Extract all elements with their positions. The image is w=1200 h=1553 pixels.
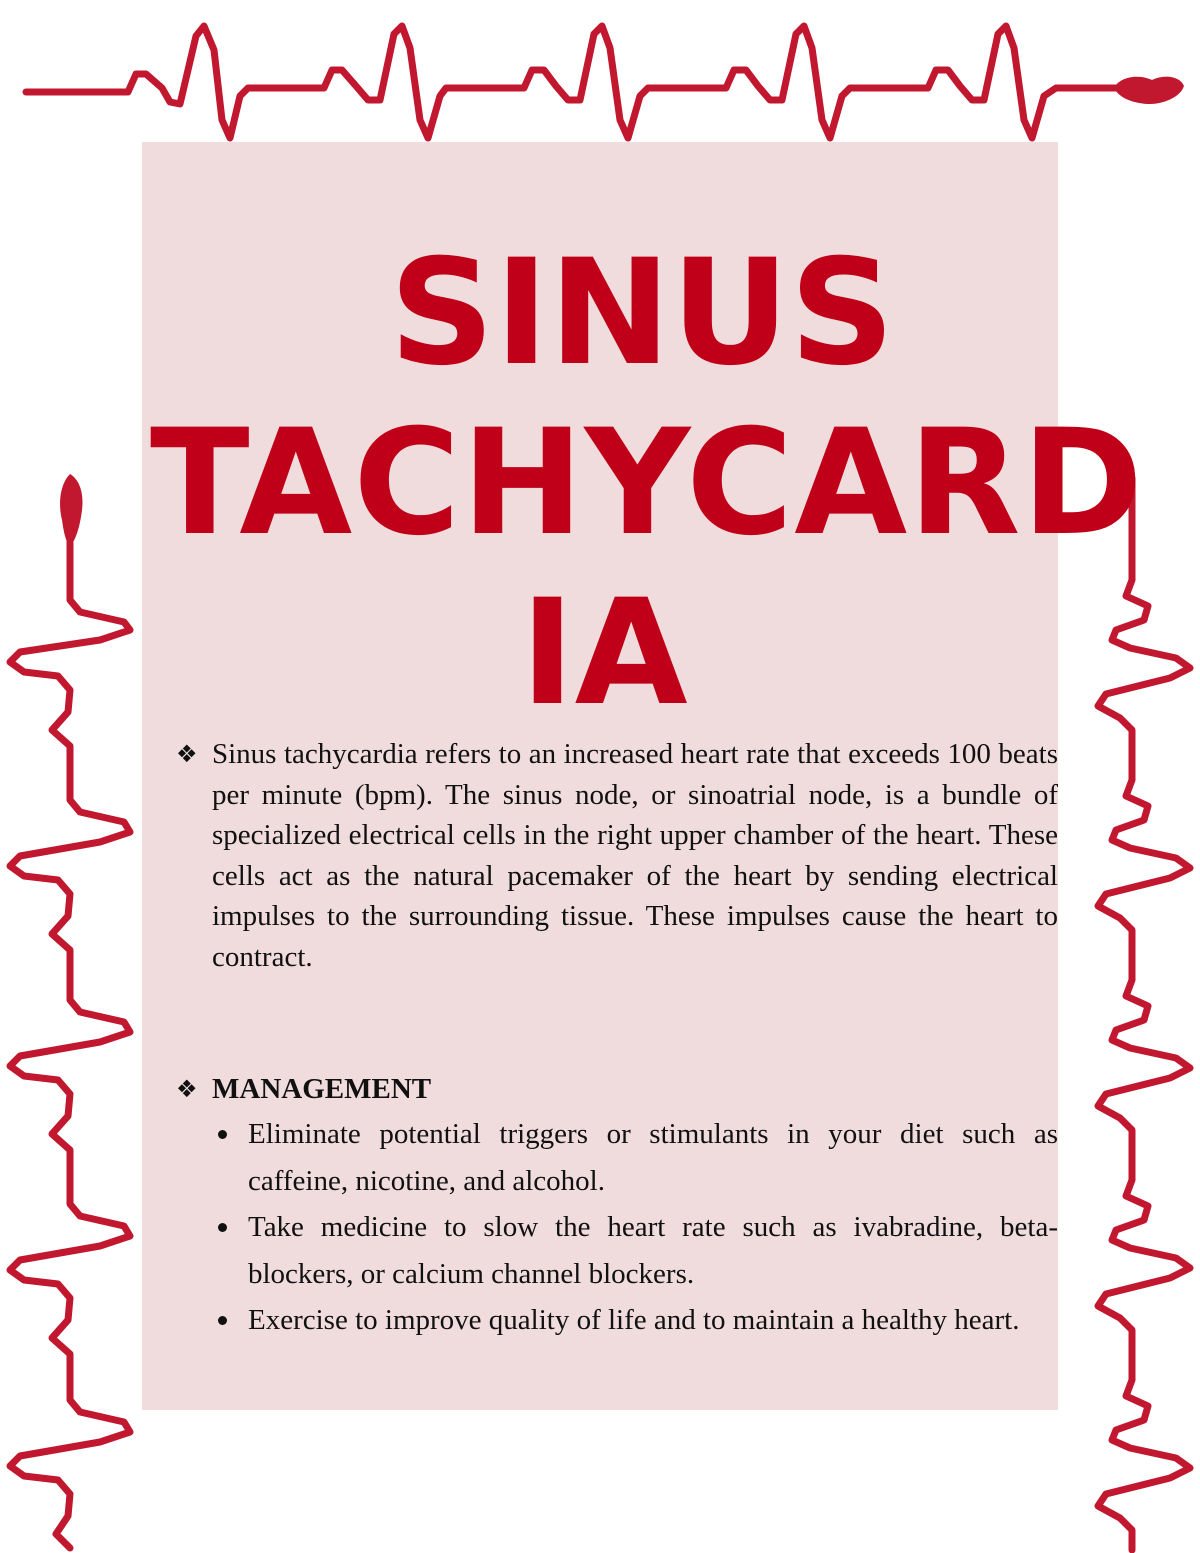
content-panel bbox=[142, 142, 1144, 1410]
left-ecg-line bbox=[10, 540, 130, 1548]
list-item bbox=[212, 1111, 1058, 1204]
bullet-dot-icon bbox=[218, 1130, 227, 1139]
list-item-text: Exercise to improve quality of life and to maintain a healthy heart. bbox=[248, 1304, 1020, 1336]
bullet-dot-icon bbox=[218, 1223, 227, 1232]
title-line-3: IA bbox=[520, 568, 688, 738]
intro-paragraph: Sinus tachycardia refers to an increased heart rate that exceeds 100 beats per minute (bpm). The sinus node, or sinoatrial node, is a bundle of specialized electrical cells in the right upper chamber of the heart. These cells act as the natural pacemaker of the heart by sending electrical impulses to the surrounding tissue. These impulses cause the heart to contract. bbox=[212, 738, 1058, 973]
management-heading: MANAGEMENT bbox=[212, 1073, 432, 1105]
diamond-bullet-icon: ❖ bbox=[176, 1075, 198, 1103]
title-line-2: TACHYCARD bbox=[150, 398, 1144, 568]
heart-icon-left bbox=[60, 474, 82, 546]
heart-icon bbox=[1114, 77, 1184, 104]
intro-section bbox=[176, 734, 1058, 977]
bullet-dot-icon bbox=[218, 1316, 227, 1325]
diamond-bullet-icon: ❖ bbox=[176, 740, 198, 768]
list-item bbox=[212, 1297, 1058, 1344]
list-item bbox=[212, 1204, 1058, 1297]
title-line-1: SINUS bbox=[389, 228, 895, 398]
right-ecg-line bbox=[1098, 478, 1190, 1550]
top-ecg-line bbox=[26, 26, 1120, 138]
management-list bbox=[212, 1111, 1058, 1344]
list-item-text: Eliminate potential triggers or stimulants in your diet such as caffeine, nicotine, and alcohol. bbox=[248, 1118, 1058, 1197]
list-item-text: Take medicine to slow the heart rate such as ivabradine, beta-blockers, or calcium channel blockers. bbox=[248, 1211, 1058, 1290]
management-section bbox=[176, 1069, 1058, 1336]
